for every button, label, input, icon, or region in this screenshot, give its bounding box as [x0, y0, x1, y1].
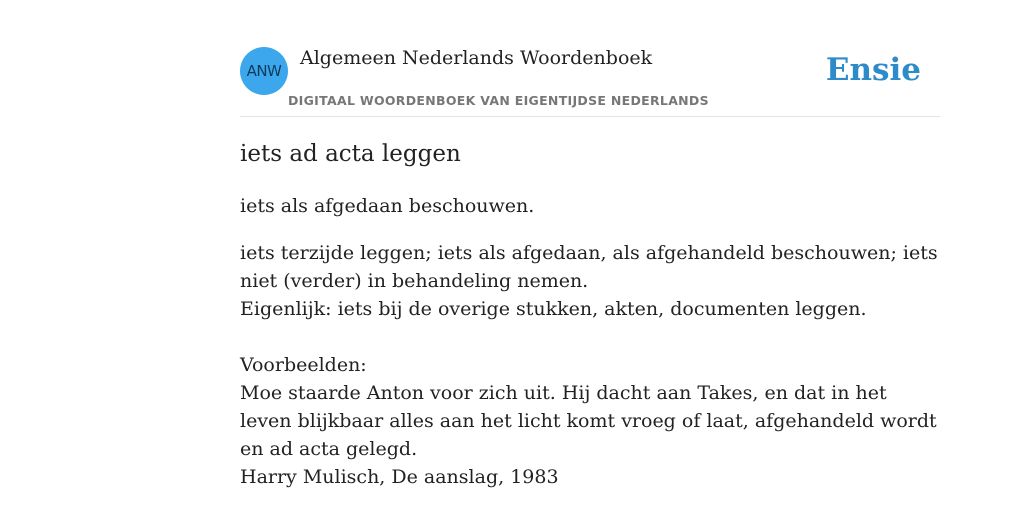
source-subtitle: DIGITAAL WOORDENBOEK VAN EIGENTIJDSE NEDERLANDS — [288, 93, 709, 108]
ensie-brand-link[interactable]: Ensie — [825, 52, 921, 88]
example-source: Harry Mulisch, De aanslag, 1983 — [240, 466, 559, 488]
paragraph-spacer — [240, 323, 940, 351]
source-header — [240, 0, 940, 117]
etymology-text: Eigenlijk: iets bij de overige stukken, akten, documenten leggen. — [240, 298, 867, 320]
entry-term: iets ad acta leggen — [240, 141, 461, 167]
anw-logo[interactable]: ANW — [240, 47, 288, 95]
entry-body — [240, 239, 940, 491]
short-definition: iets als afgedaan beschouwen. — [240, 195, 535, 217]
example-text: Moe staarde Anton voor zich uit. Hij dacht aan Takes, en dat in het leven blijkbaar alles aan het licht komt vroeg of laat, afgehandeld wordt en ad acta gelegd. — [240, 382, 937, 460]
examples-label: Voorbeelden: — [240, 354, 367, 376]
definition-text: iets terzijde leggen; iets als afgedaan, als afgehandeld beschouwen; iets niet (verder) in behandeling nemen. — [240, 242, 938, 292]
source-title[interactable]: Algemeen Nederlands Woordenboek — [300, 47, 653, 69]
